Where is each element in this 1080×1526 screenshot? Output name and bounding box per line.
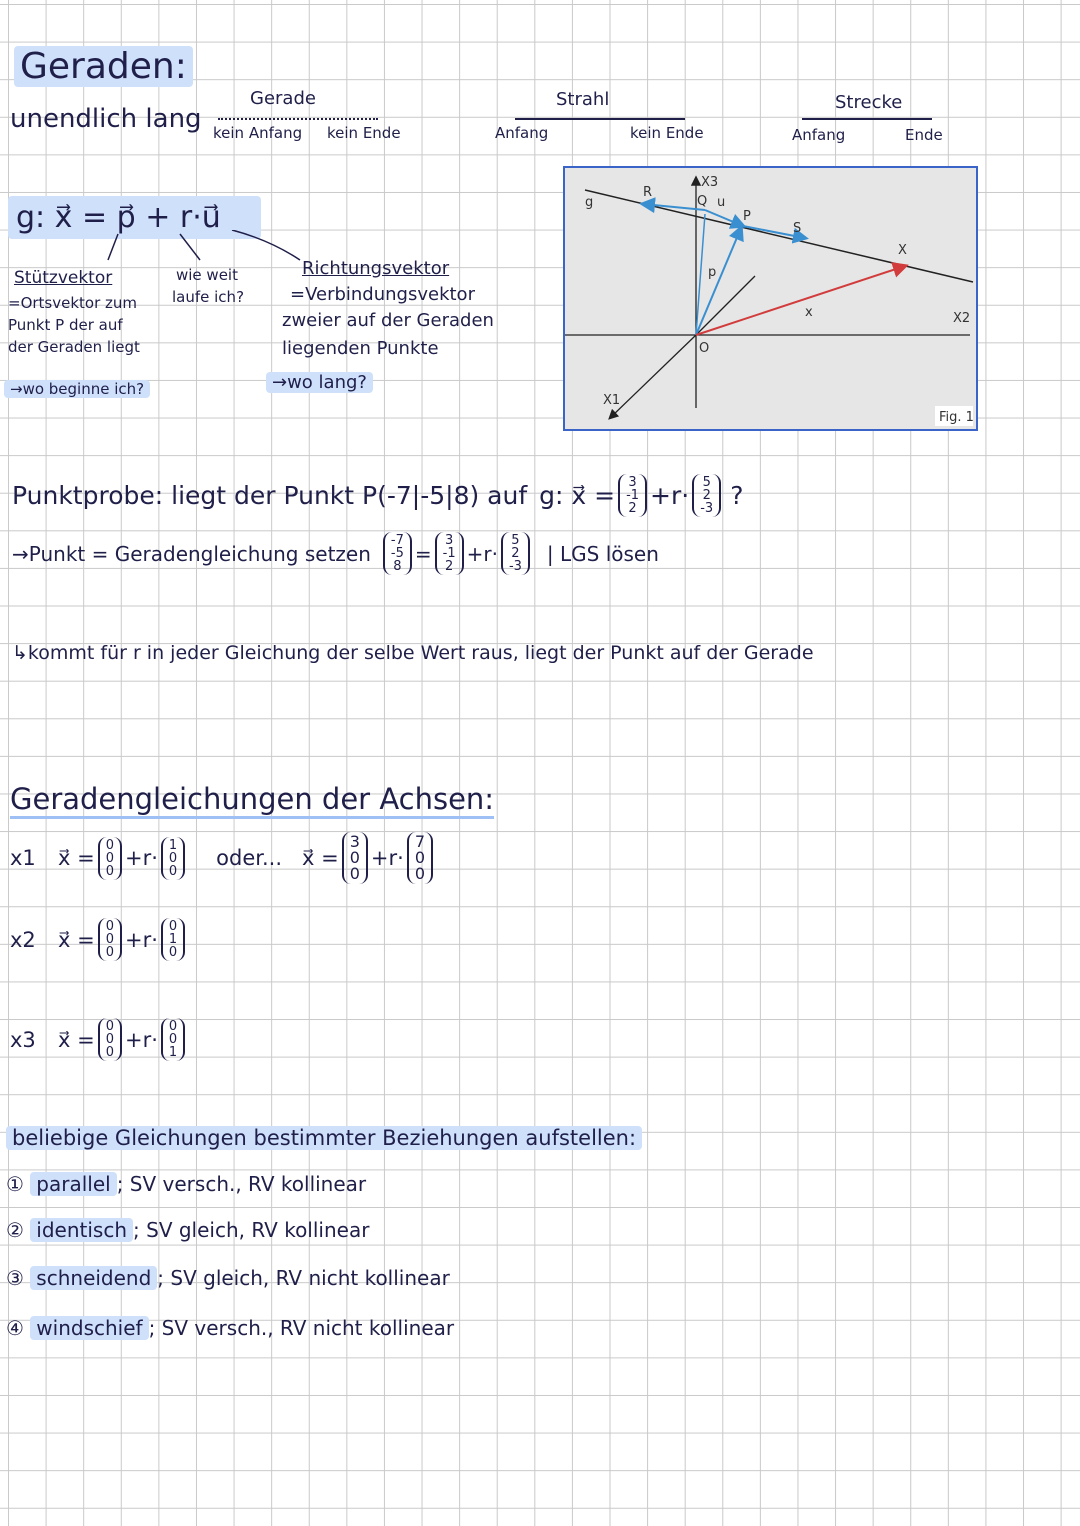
axis-x1-support: 0 0 0 [98,837,122,880]
axis-x1-alt-support: 3 0 0 [342,832,368,884]
figure-caption: Fig. 1 [939,410,974,425]
axis-x3-row [10,1018,188,1061]
richtung-line1: =Verbindungsvektor [290,284,475,305]
stuetz-line3: der Geraden liegt [8,338,140,356]
strecke-label: Strecke [835,92,903,113]
richtung-line3: liegenden Punkte [282,338,439,359]
wie-weit-line2: laufe ich? [172,288,245,306]
stuetz-line1: =Ortsvektor zum [8,294,138,312]
item-name: windschief [30,1316,148,1340]
axis-x1 [610,335,696,418]
fig-label-xvec: x [805,305,813,320]
fig-label-s: S [793,221,802,236]
fig-label-r: R [643,185,653,200]
axis-x2-lhs: x⃗ = [58,927,95,952]
gerade-line [218,118,378,120]
arrow-x [696,266,905,335]
richtung-line2: zweier auf der Geraden [282,310,494,331]
vector-figure [563,166,978,431]
fig-label-origin: O [699,341,710,356]
fig-label-p: P [743,209,751,224]
beziehung-item [6,1266,450,1290]
achsen-title: Geradengleichungen der Achsen: [10,782,494,819]
axis-x1-direction: 1 0 0 [161,837,185,880]
intro-text: unendlich lang [10,104,202,134]
fig-label-x: X [898,243,907,258]
page-title: Geraden: [14,46,193,87]
axis-x1-name: x1 [10,846,36,870]
axis-x3-lhs: x⃗ = [58,1027,95,1052]
lgs-loesen: | LGS lösen [546,541,659,566]
axis-x2-support: 0 0 0 [98,918,122,961]
punktprobe-instruction: →Punkt = Geradengleichung setzen [12,541,371,566]
axis-x1-alt-direction: 7 0 0 [407,832,433,884]
item-name: schneidend [30,1266,157,1290]
axis-x2-name: x2 [10,927,36,952]
question-mark: ? [730,481,744,510]
beziehung-item [6,1316,454,1340]
punktprobe-g: g: x⃗ = [539,481,616,510]
axis-x2-row [10,918,188,961]
item-name: identisch [30,1218,133,1242]
fig-label-pvec: p [708,265,717,280]
item-number: ① [6,1172,24,1196]
point-eq-direction: 5 2 -3 [501,532,530,575]
axis-x1-lhs: x⃗ = [58,846,95,870]
punktprobe-question: Punktprobe: liegt der Punkt P(-7|-5|8) auf [12,481,528,510]
fig-label-u: u [717,195,726,210]
axis-x1-alt-lhs: x⃗ = [302,846,339,870]
item-number: ③ [6,1266,24,1290]
point-vector: -7 -5 8 [383,532,412,575]
richtung-title: Richtungsvektor [302,258,450,279]
plus-r: +r· [124,846,158,870]
item-desc: ; SV gleich, RV nicht kollinear [157,1266,450,1290]
strecke-ende: Ende [905,126,943,144]
stuetz-line4: →wo beginne ich? [4,380,150,398]
gerade-kein-ende: kein Ende [327,124,401,142]
g-support-vector: 3 -1 2 [618,474,647,517]
equation-connectors [0,230,320,270]
plus-r: +r· [466,541,498,566]
stuetz-line2: Punkt P der auf [8,316,123,334]
fig-label-g: g [585,195,594,210]
fig-label-x1: X1 [603,393,621,408]
plus-r: +r· [124,1027,158,1052]
axis-x2-direction: 0 1 0 [161,918,185,961]
plus-r: +r· [124,927,158,952]
strahl-label: Strahl [556,89,610,110]
strahl-line [515,118,685,120]
punktprobe-conclusion: ↳kommt für r in jeder Gleichung der selbe Wert raus, liegt der Punkt auf der Gerade [12,642,814,664]
beziehungen-title: beliebige Gleichungen bestimmter Beziehungen aufstellen: [6,1126,642,1150]
item-name: parallel [30,1172,116,1196]
beziehung-item [6,1218,369,1242]
strahl-kein-ende: kein Ende [630,124,704,142]
axis-x3-direction: 0 0 1 [161,1018,185,1061]
axis-x1-row [10,832,436,884]
item-number: ④ [6,1316,24,1340]
gerade-label: Gerade [250,88,316,109]
strecke-anfang: Anfang [792,126,846,144]
item-number: ② [6,1218,24,1242]
plus-r: +r· [650,481,690,510]
fig-label-q: Q [697,194,708,209]
strahl-anfang: Anfang [495,124,549,142]
fig-label-x2: X2 [953,311,971,326]
axis-x1-oder: oder... [216,846,283,870]
axis-x3-support: 0 0 0 [98,1018,122,1061]
line-equation: g: x⃗ = p⃗ + r·u⃗ [8,196,261,239]
item-desc: ; SV versch., RV kollinear [116,1172,367,1196]
stuetz-title: Stützvektor [14,268,113,288]
richtung-line4: →wo lang? [266,372,373,393]
g-direction-vector: 5 2 -3 [692,474,721,517]
axis-x3-name: x3 [10,1027,36,1052]
strecke-line [802,118,932,120]
wie-weit-line1: wie weit [176,266,238,284]
punktprobe-line1 [12,474,743,517]
beziehung-item [6,1172,366,1196]
point-eq-support: 3 -1 2 [435,532,464,575]
item-desc: ; SV versch., RV nicht kollinear [148,1316,455,1340]
punktprobe-line2: →Punkt = Geradengleichung setzen -7 -5 8 = 3 -1 2 +r· 5 2 -3 | LGS lösen [12,533,659,574]
plus-r: +r· [370,846,404,870]
item-desc: ; SV gleich, RV kollinear [133,1218,370,1242]
gerade-kein-anfang: kein Anfang [213,124,303,142]
fig-label-x3: X3 [701,175,719,190]
